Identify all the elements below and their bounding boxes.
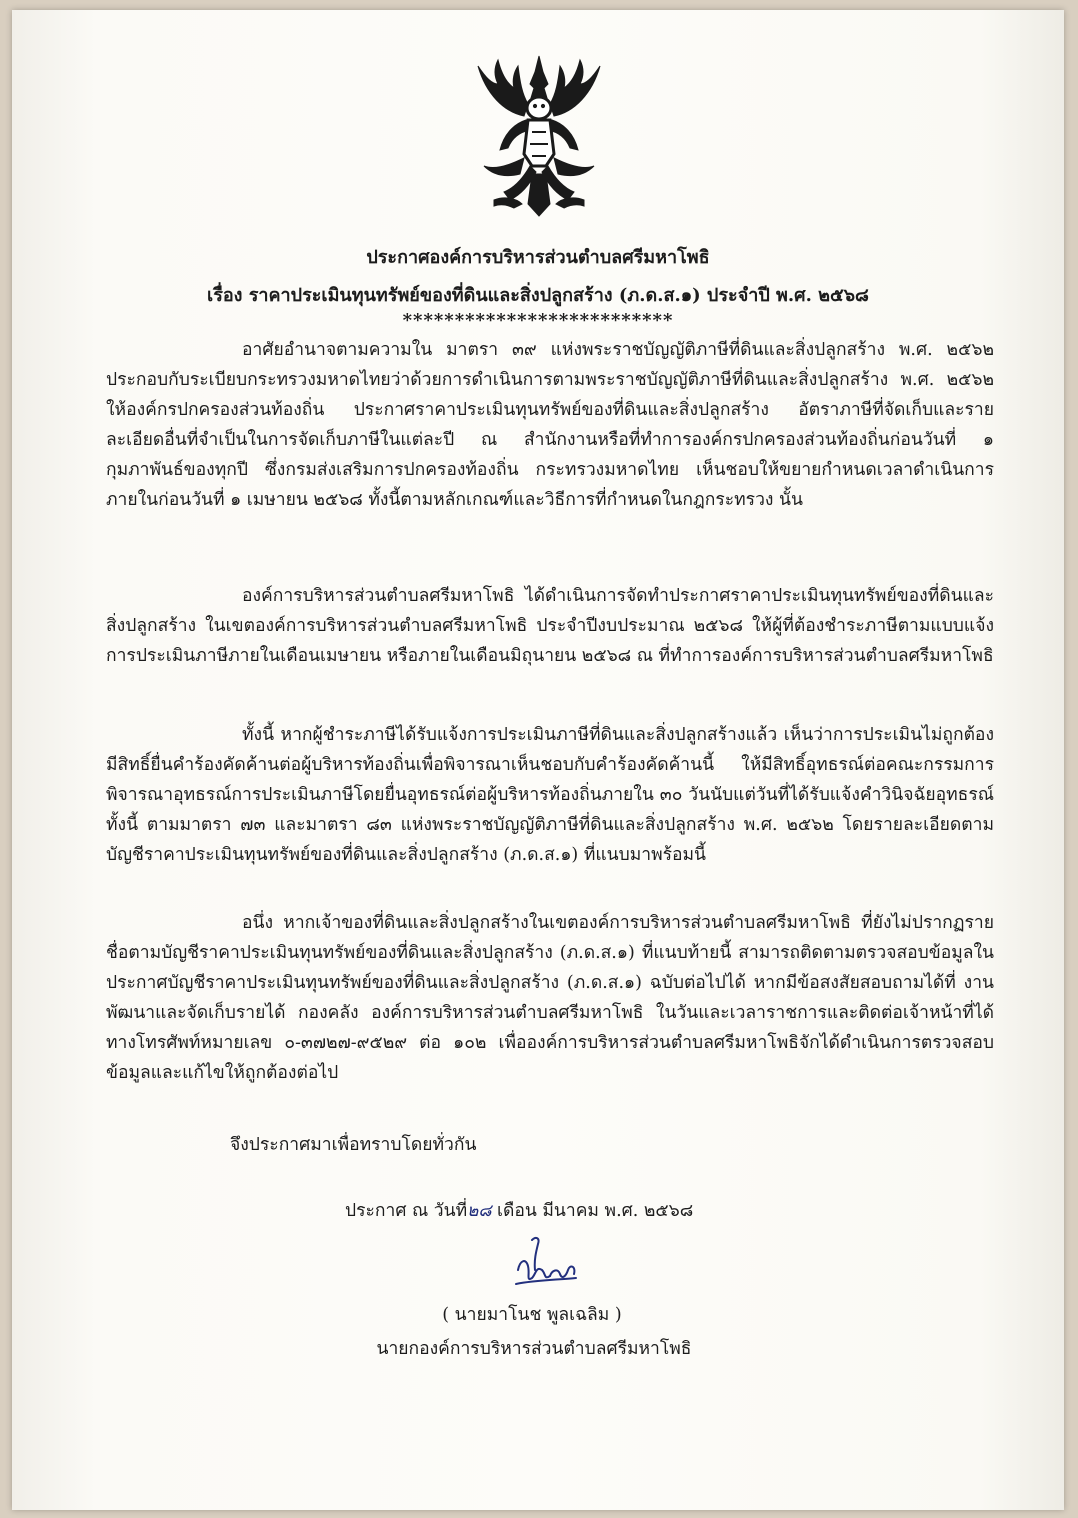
paragraph-appeal: ทั้งนี้ หากผู้ชำระภาษีได้รับแจ้งการประเมินภาษีที่ดินและสิ่งปลูกสร้างแล้ว เห็นว่าการประเมินไม่ถูกต้อง มีสิทธิ์ยื่นคำร้องคัดค้านต่อผู้บริหารท้องถิ่นเพื่อพิจารณาเห็นชอบกับคำร้องคัดค้านนี้ ให้มีสิทธิ์อุทธรณ์ต่อคณะกรรมการพิจารณาอุทธรณ์การประเมินภาษีโดยยื่นอุทธรณ์ต่อผู้บริหารท้องถิ่นภายใน ๓๐ วันนับแต่วันที่ได้รับแจ้งคำวินิจฉัยอุทธรณ์ ทั้งนี้ ตามมาตรา ๗๓ และมาตรา ๘๓ แห่งพระราชบัญญัติภาษีที่ดินและสิ่งปลูกสร้าง พ.ศ. ๒๕๖๒ โดยรายละเอียดตามบัญชีราคาประเมินทุนทรัพย์ของที่ดินและสิ่งปลูกสร้าง (ภ.ด.ส.๑) ที่แนบมาพร้อมนี้	[106, 725, 994, 865]
signatory-name: ( นายมาโนช พูลเฉลิม )	[442, 1305, 622, 1325]
title-divider: **************************	[402, 310, 674, 331]
date-prefix: ประกาศ ณ วันที่	[345, 1201, 468, 1221]
handwritten-signature	[506, 1230, 582, 1292]
document-page	[12, 10, 1064, 1510]
date-day-handwritten: ๒๘	[467, 1201, 492, 1221]
paragraph-authority: อาศัยอำนาจตามความใน มาตรา ๓๙ แห่งพระราชบัญญัติภาษีที่ดินและสิ่งปลูกสร้าง พ.ศ. ๒๕๖๒ ประกอบกับระเบียบกระทรวงมหาดไทยว่าด้วยการดำเนินการตามพระราชบัญญัติภาษีที่ดินและสิ่งปลูกสร้าง พ.ศ. ๒๕๖๒ ให้องค์กรปกครองส่วนท้องถิ่น ประกาศราคาประเมินทุนทรัพย์ของที่ดินและสิ่งปลูกสร้าง อัตราภาษีที่จัดเก็บและรายละเอียดอื่นที่จำเป็นในการจัดเก็บภาษีในแต่ละปี ณ สำนักงานหรือที่ทำการองค์กรปกครองส่วนท้องถิ่นก่อนวันที่ ๑ กุมภาพันธ์ของทุกปี ซึ่งกรมส่งเสริมการปกครองท้องถิ่น กระทรวงมหาดไทย เห็นชอบให้ขยายกำหนดเวลาดำเนินการภายในก่อนวันที่ ๑ เมษายน ๒๕๖๘ ทั้งนี้ตามหลักเกณฑ์และวิธีการที่กำหนดในกฎกระทรวง นั้น	[106, 340, 994, 510]
announcement-date	[345, 1196, 693, 1224]
signatory-position: นายกองค์การบริหารส่วนตำบลศรีมหาโพธิ	[376, 1339, 692, 1359]
closing-statement: จึงประกาศมาเพื่อทราบโดยทั่วกัน	[230, 1135, 477, 1155]
announcement-title: ประกาศองค์การบริหารส่วนตำบลศรีมหาโพธิ	[366, 247, 710, 268]
announcement-subject: เรื่อง ราคาประเมินทุนทรัพย์ของที่ดินและสิ่งปลูกสร้าง (ภ.ด.ส.๑) ประจำปี พ.ศ. ๒๕๖๘	[207, 285, 869, 306]
paragraph-assessment: องค์การบริหารส่วนตำบลศรีมหาโพธิ ได้ดำเนินการจัดทำประกาศราคาประเมินทุนทรัพย์ของที่ดินและสิ่งปลูกสร้าง ในเขตองค์การบริหารส่วนตำบลศรีมหาโพธิ ประจำปีงบประมาณ ๒๕๖๘ ให้ผู้ที่ต้องชำระภาษีตามแบบแจ้งการประเมินภาษีภายในเดือนเมษายน หรือภายในเดือนมิถุนายน ๒๕๖๘ ณ ที่ทำการองค์การบริหารส่วนตำบลศรีมหาโพธิ	[106, 586, 994, 666]
date-suffix: เดือน มีนาคม พ.ศ. ๒๕๖๘	[491, 1201, 694, 1221]
paragraph-inquiry: อนึ่ง หากเจ้าของที่ดินและสิ่งปลูกสร้างในเขตองค์การบริหารส่วนตำบลศรีมหาโพธิ ที่ยังไม่ปรากฏรายชื่อตามบัญชีราคาประเมินทุนทรัพย์ของที่ดินและสิ่งปลูกสร้าง (ภ.ด.ส.๑) ที่แนบท้ายนี้ สามารถติดตามตรวจสอบข้อมูลในประกาศบัญชีราคาประเมินทุนทรัพย์ของที่ดินและสิ่งปลูกสร้าง (ภ.ด.ส.๑) ฉบับต่อไปได้ หากมีข้อสงสัยสอบถามได้ที่ งานพัฒนาและจัดเก็บรายได้ กองคลัง องค์การบริหารส่วนตำบลศรีมหาโพธิ ในวันและเวลาราชการและติดต่อเจ้าหน้าที่ได้ทางโทรศัพท์หมายเลข ๐-๓๗๒๗-๙๕๒๙ ต่อ ๑๐๒ เพื่อองค์การบริหารส่วนตำบลศรีมหาโพธิจักได้ดำเนินการตรวจสอบข้อมูลและแก้ไขให้ถูกต้องต่อไป	[106, 913, 994, 1083]
garuda-emblem	[464, 54, 614, 222]
